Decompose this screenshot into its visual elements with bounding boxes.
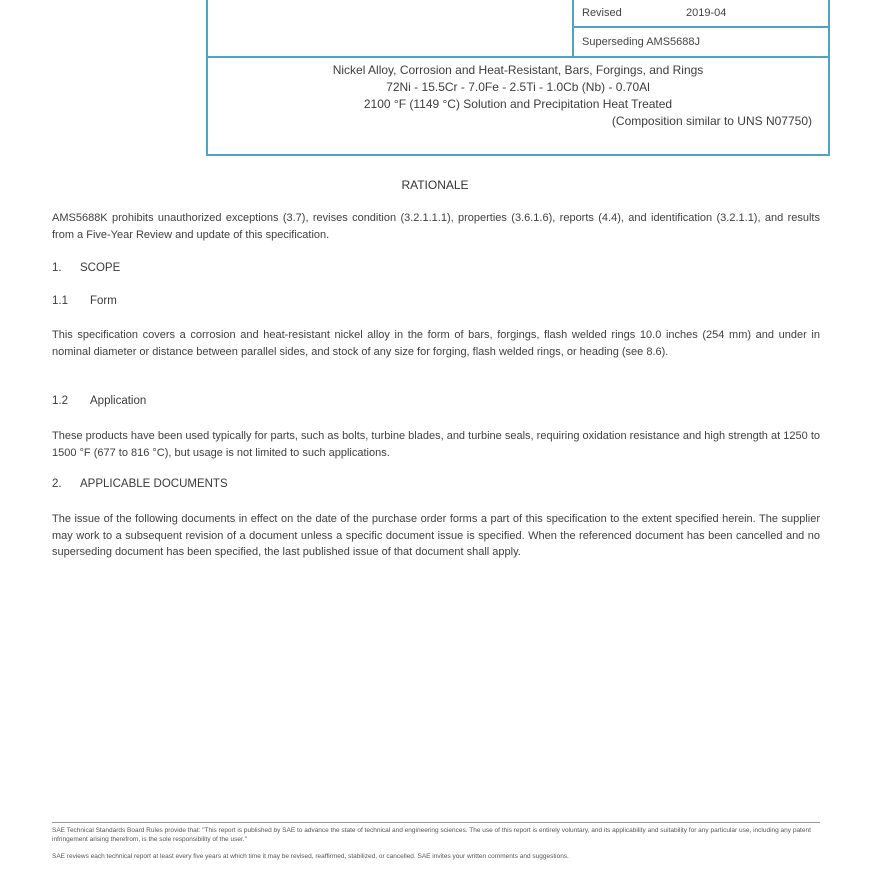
document-header-box bbox=[206, 0, 830, 156]
footer-disclaimer-2: SAE reviews each technical report at least every five years at which time it may be revised, reaffirmed, stabilized, or cancelled. SAE invites your written comments and suggestions. bbox=[52, 853, 569, 860]
document-title bbox=[208, 62, 828, 130]
title-line-1: Nickel Alloy, Corrosion and Heat-Resistant, Bars, Forgings, and Rings bbox=[332, 63, 704, 77]
section-title: APPLICABLE DOCUMENTS bbox=[80, 478, 228, 490]
revised-label: Revised bbox=[582, 7, 622, 19]
rationale-heading: RATIONALE bbox=[401, 178, 469, 192]
section-title: Form bbox=[90, 295, 117, 307]
revised-row bbox=[574, 0, 828, 28]
title-line-2: 72Ni - 15.5Cr - 7.0Fe - 2.5Ti - 1.0Cb (Nb) - 0.70Al bbox=[386, 80, 650, 94]
revised-date: 2019-04 bbox=[686, 7, 727, 19]
section-title: SCOPE bbox=[80, 262, 121, 274]
superseding-row bbox=[582, 29, 828, 55]
section-number: 1.2 bbox=[52, 395, 68, 407]
form-text: This specification covers a corrosion and heat-resistant nickel alloy in the form of bars, forgings, flash welded rings 10.0 inches (254 mm) and under in nominal diameter or distance between parallel sides, and stock of any size for forging, flash welded rings, or heading (see 8.6). bbox=[52, 329, 820, 358]
application-text: These products have been used typically for parts, such as bolts, turbine blades, and turbine seals, requiring oxidation resistance and high strength at 1250 to 1500 °F (677 to 816 °C), but usage is not limited to such applications. bbox=[52, 430, 820, 459]
section-title: Application bbox=[90, 395, 147, 407]
rationale-text: AMS5688K prohibits unauthorized exceptions (3.7), revises condition (3.2.1.1.1), properties (3.6.1.6), reports (4.4), and identification (3.2.1.1), and results from a Five-Year Review and update of this specification. bbox=[52, 212, 820, 241]
section-number: 1. bbox=[52, 262, 62, 274]
composition-note: (Composition similar to UNS N07750) bbox=[611, 114, 812, 128]
footer-divider bbox=[52, 822, 820, 823]
header-left-cell bbox=[208, 0, 572, 56]
header-meta-cell bbox=[572, 0, 828, 56]
section-application-heading bbox=[52, 395, 146, 407]
header-top-row bbox=[208, 0, 828, 58]
title-line-3: 2100 °F (1149 °C) Solution and Precipitation Heat Treated bbox=[363, 97, 673, 111]
section-number: 2. bbox=[52, 478, 62, 490]
section-form-heading bbox=[52, 295, 117, 307]
section-scope-heading bbox=[52, 262, 120, 274]
superseding-text: Superseding AMS5688J bbox=[582, 36, 701, 48]
footer-disclaimer-1: SAE Technical Standards Board Rules provide that: "This report is published by SAE to advance the state of technical and engineering sciences. The use of this report is entirely voluntary, and its applicability and suitability for any particular use, including any patent infringement arising therefrom, is the sole responsibility of the user." bbox=[52, 827, 811, 843]
section-number: 1.1 bbox=[52, 295, 68, 307]
section-applicable-documents-heading bbox=[52, 478, 228, 490]
applicable-documents-text: The issue of the following documents in effect on the date of the purchase order forms a part of this specification to the extent specified herein. The supplier may work to a subsequent revision of a document unless a specific document issue is specified. When the referenced document has been cancelled and no superseding document has been specified, the last published issue of that document shall apply. bbox=[52, 513, 820, 558]
